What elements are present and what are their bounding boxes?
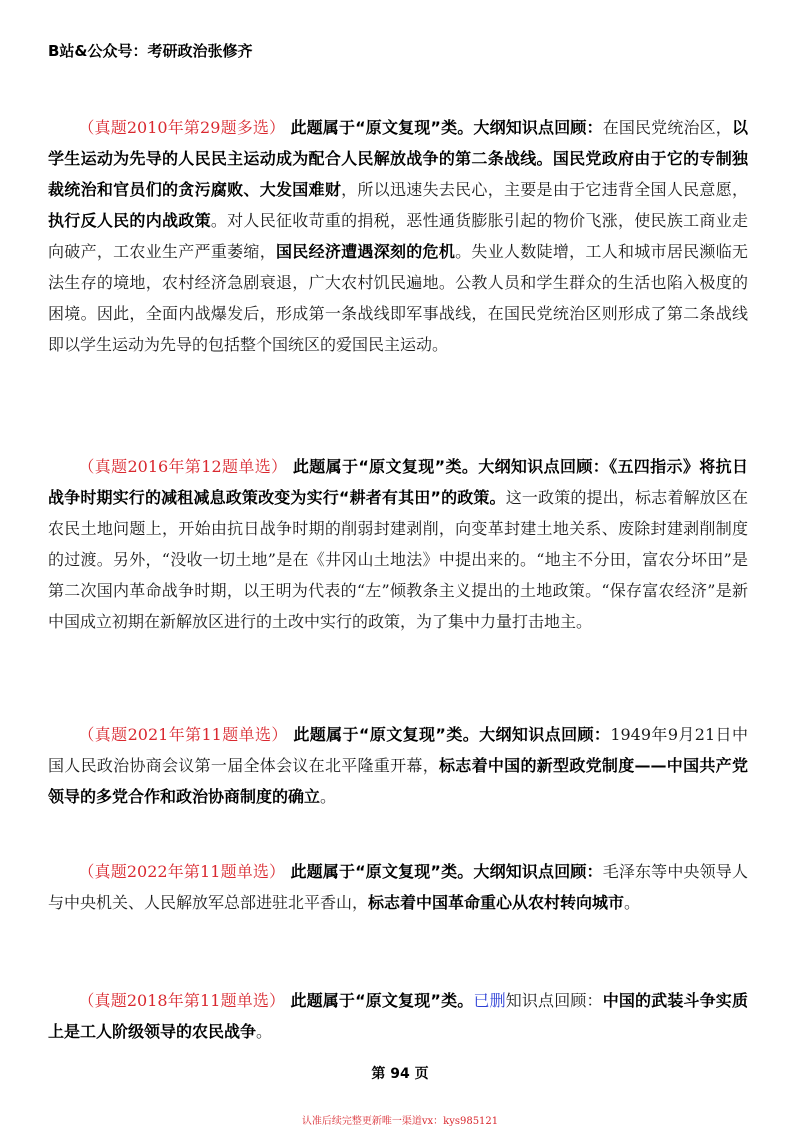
footer-watermark: 认准后续完整更新唯一渠道vx：kys985121 [301,1116,499,1127]
text-segment: 。 [320,787,337,806]
question-explanation-2010-29 [48,112,748,360]
category-label: “原文复现” [358,725,446,744]
intro-mid: 类。大纲知识点回顾： [445,457,610,476]
question-tag: （真题2022年第11题单选） [78,862,286,881]
deleted-marker: 已删 [473,991,506,1010]
text-segment: 在国民党统治区， [602,118,732,137]
bold-segment: 中国的武装斗争实质上是工人阶级领导的农民战争 [48,991,748,1041]
bold-segment: 执行反人民的内战政策 [48,211,211,230]
text-segment: 。失业人数陡增，工人和城市居民濒临无法生存的境地，农村经济急剧衰退，广大农村饥民遍地。公教人员和学生群众的生活也陷入极度的困境。因此，全面内战爆发后，形成第一条战线即军事战线，在国民党统治区则形成了第二条战线即以学生运动为先导的包括整个国统区的爱国民主运动。 [48,242,748,354]
intro-label: 此题属于 [290,862,356,881]
text-segment: 1949年9月21日中国人民政治协商会议第一届全体会议在北平隆重开幕， [48,725,748,775]
intro-mid: 类。大纲知识点回顾： [445,725,611,744]
bold-segment: 标志着中国革命重心从农村转向城市 [368,893,625,912]
question-explanation-2021-11 [48,719,748,812]
question-tag: （真题2018年第11题单选） [78,991,286,1010]
intro-label: 此题属于 [290,991,356,1010]
intro-mid: 类。大纲知识点回顾： [440,118,603,137]
text-segment: 。 [256,1022,273,1041]
intro-tail: 知识点回顾： [505,991,603,1010]
text-segment: 。对人民征收苛重的捐税，恶性通货膨胀引起的物价飞涨，使民族工商业走向破产，工农业生产严重萎缩， [48,211,748,261]
page-header: B站&公众号：考研政治张修齐 [48,42,253,60]
question-explanation-2018-11 [48,985,748,1047]
bold-segment: 《五四指示》将抗日战争时期实行的减租减息政策改变为实行“耕者有其田”的政策。 [48,457,748,507]
intro-label: 此题属于 [293,725,359,744]
intro-label: 此题属于 [290,118,356,137]
intro-mid: 类。大纲知识点回顾： [440,862,603,881]
question-explanation-2022-11 [48,856,748,918]
text-segment: ，所以迅速失去民心，主要是由于它违背全国人民意愿， [341,180,748,199]
question-tag: （真题2010年第29题多选） [78,118,286,137]
category-label: “原文复现” [355,862,441,881]
category-label: “原文复现” [358,457,446,476]
question-tag: （真题2016年第12题单选） [78,457,288,476]
category-label: “原文复现” [355,991,441,1010]
bold-segment: 国民经济遭遇深刻的危机 [276,242,456,261]
intro-mid: 类。 [440,991,474,1010]
text-segment: 。 [624,893,641,912]
bold-segment: 以学生运动为先导的人民民主运动成为配合人民解放战争的第二条战线。 [48,118,748,168]
category-label: “原文复现” [355,118,441,137]
text-segment: 毛泽东等中央领导人与中央机关、人民解放军总部进驻北平香山， [48,862,748,912]
text-segment: 这一政策的提出，标志着解放区在农民土地问题上，开始由抗日战争时期的削弱封建剥削，向变革封建土地关系、废除封建剥削制度的过渡。另外，“没收一切土地”是在《井冈山土地法》中提出来的。“地主不分田，富农分坏田”是第二次国内革命战争时期，以王明为代表的“左”倾教条主义提出的土地政策。“保存富农经济”是新中国成立初期在新解放区进行的土改中实行的政策，为了集中力量打击地主。 [48,488,748,631]
question-explanation-2016-12 [48,451,748,637]
bold-segment: 标志着中国的新型政党制度——中国共产党领导的多党合作和政治协商制度的确立 [48,756,748,806]
intro-label: 此题属于 [292,457,359,476]
question-tag: （真题2021年第11题单选） [78,725,288,744]
page-number: 第 94 页 [371,1066,429,1082]
bold-segment: 国民党政府由于它的专制独裁统治和官员们的贪污腐败、大发国难财 [48,149,748,199]
